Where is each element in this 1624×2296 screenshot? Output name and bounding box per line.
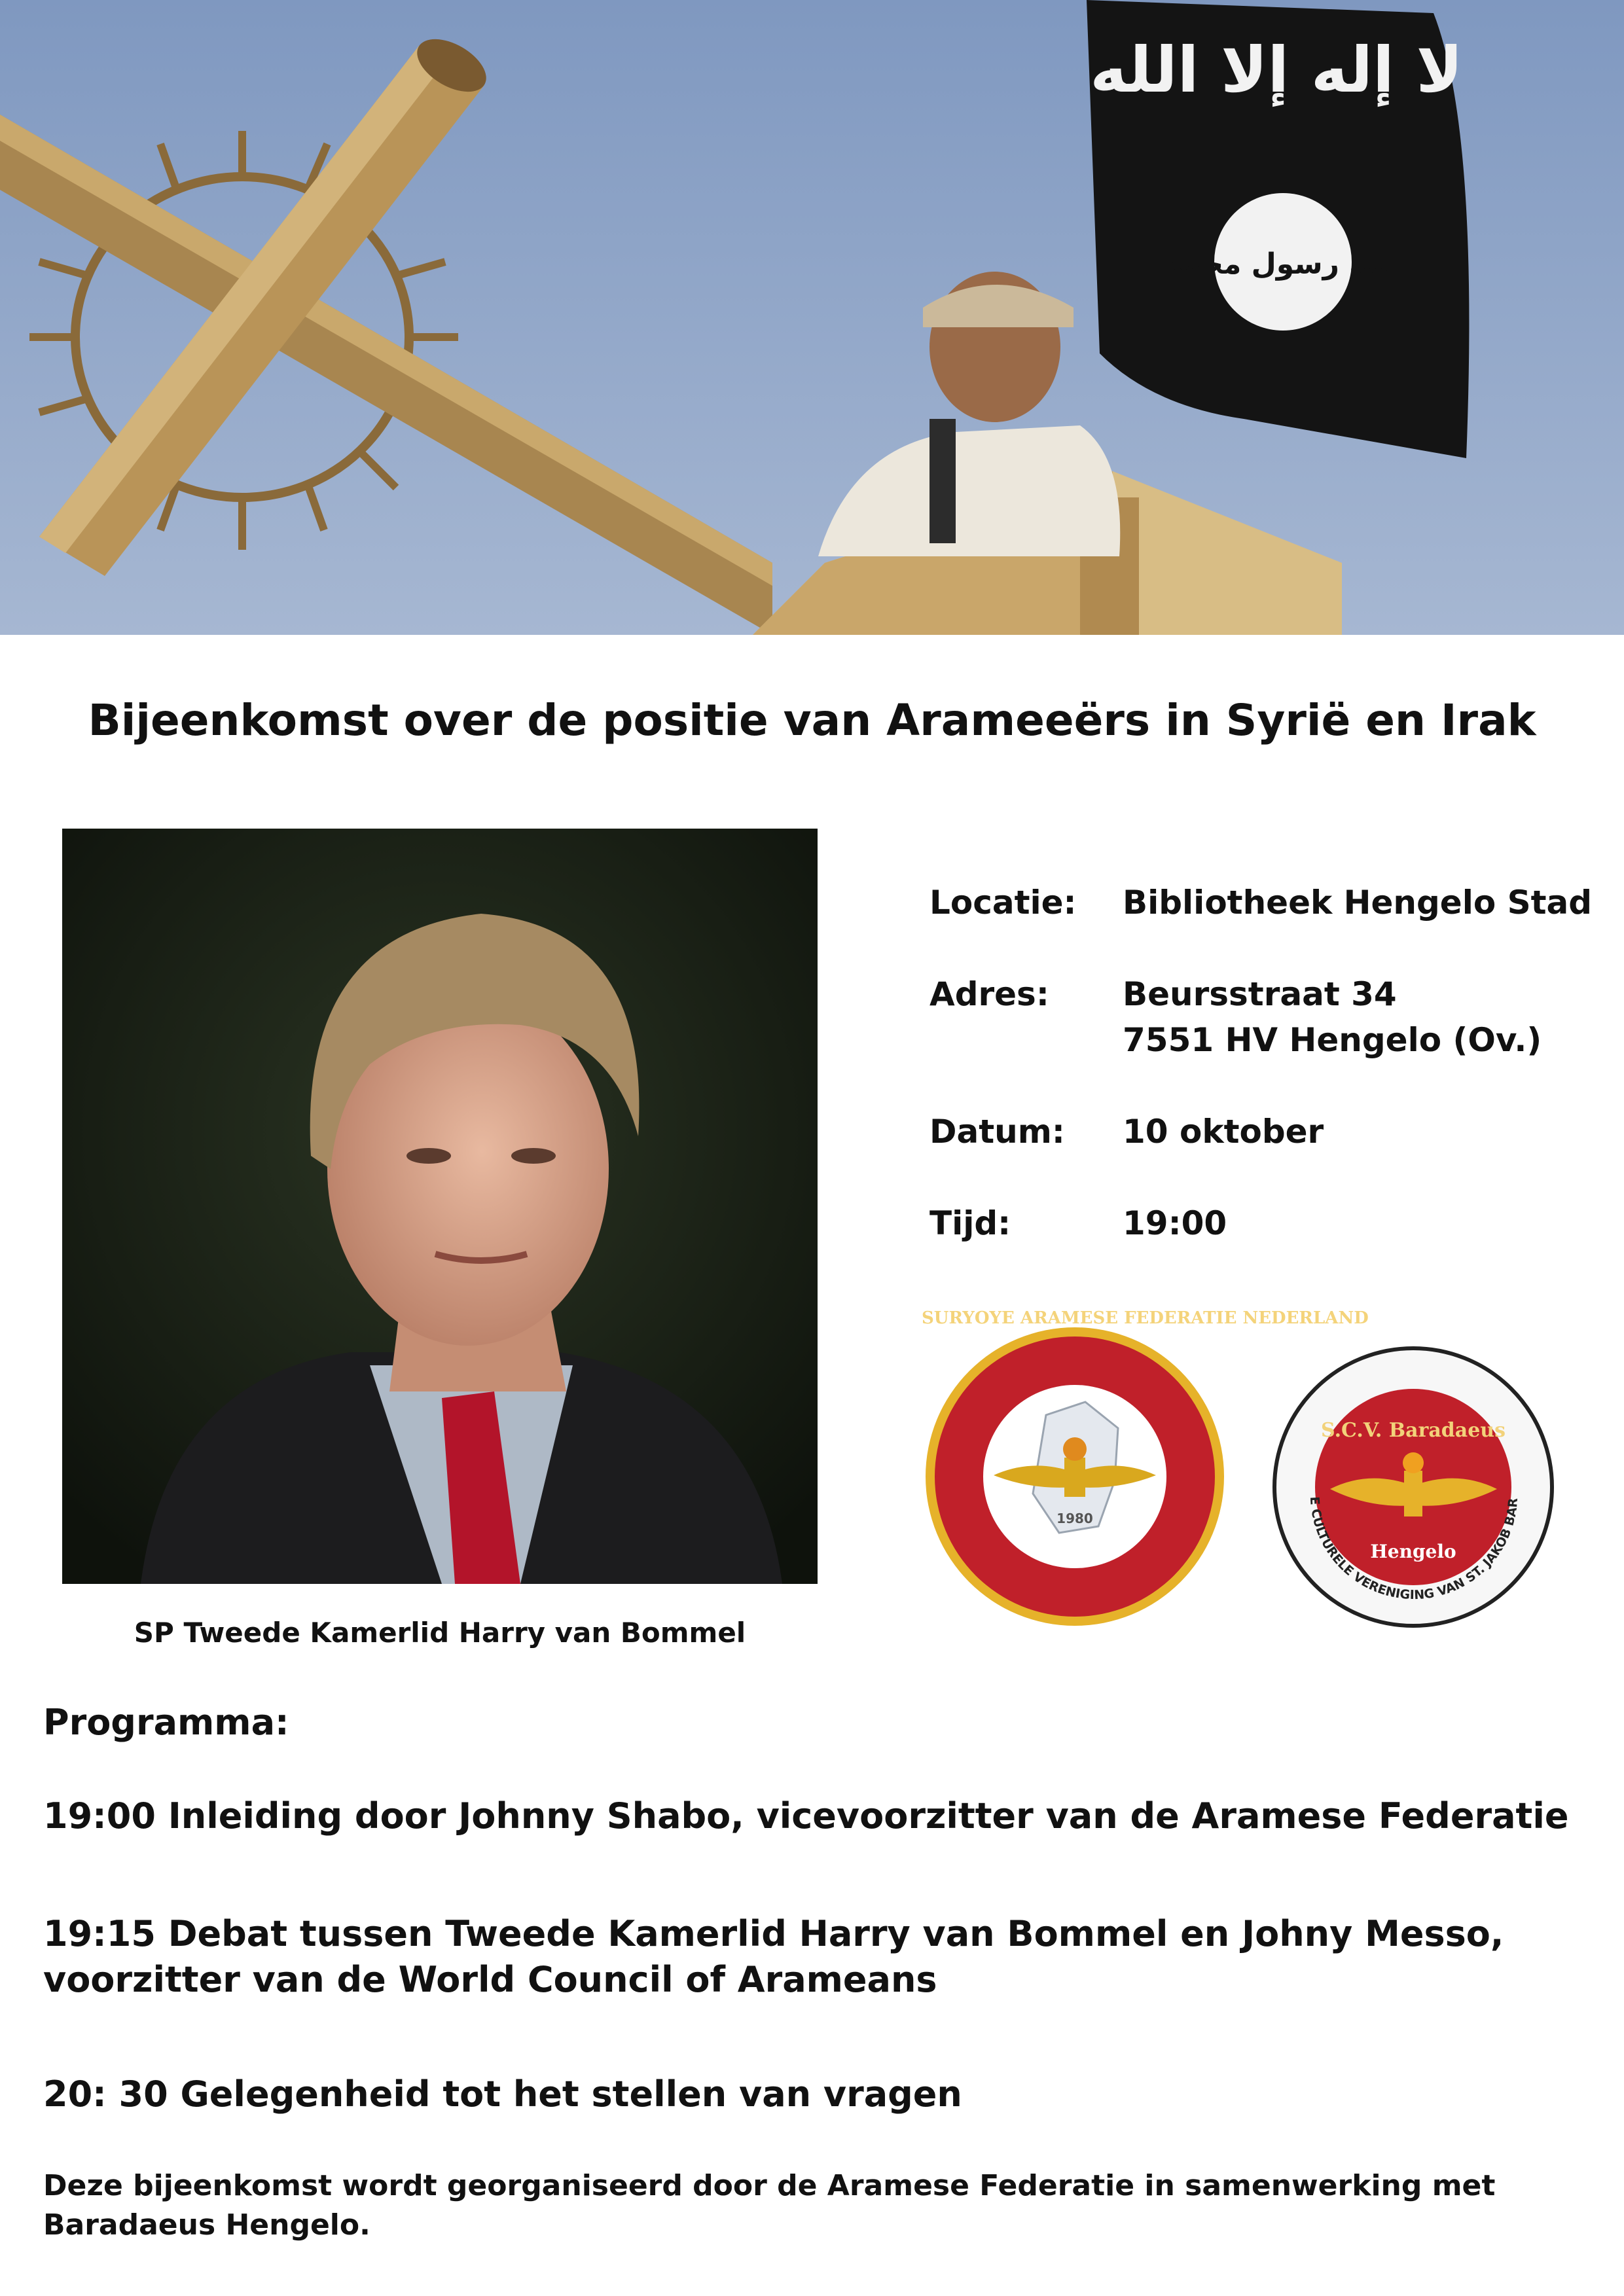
federation-year: 1980: [1056, 1511, 1093, 1526]
baradaeus-logo: [1271, 1345, 1556, 1630]
date-value: 10 oktober: [1123, 1113, 1324, 1151]
program-heading: Programma:: [43, 1702, 289, 1743]
date-label: Datum:: [929, 1113, 1065, 1151]
header-photo: [0, 0, 1624, 635]
program-item-1: 19:00 Inleiding door Johnny Shabo, vicevoorzitter van de Aramese Federatie: [43, 1795, 1569, 1837]
federation-ring-text: SURYOYE ARAMESE FEDERATIE NEDERLAND: [922, 1308, 1369, 1328]
seal-text: الله رسول محمد: [1166, 247, 1399, 281]
flag-text: لا إله إلا الله: [1090, 33, 1463, 107]
baradaeus-city: Hengelo: [1370, 1541, 1456, 1562]
time-value: 19:00: [1123, 1204, 1227, 1242]
address-label: Adres:: [929, 975, 1049, 1013]
baradaeus-ring-text: E CULTURELE VERENIGING VAN ST. JAKOB BAR: [1307, 1496, 1521, 1603]
program-item-2-line2: voorzitter van de World Council of Arameans: [43, 1959, 937, 2000]
aramese-federatie-logo: [922, 1308, 1369, 1630]
footer-note: [43, 2166, 1588, 2245]
location-value: Bibliotheek Hengelo Stad: [1123, 884, 1593, 922]
portrait-photo: [62, 829, 818, 1584]
location-label: Locatie:: [929, 884, 1077, 922]
program-item-2-line1: 19:15 Debat tussen Tweede Kamerlid Harry van Bommel en Johny Messo,: [43, 1913, 1504, 1954]
address-line2: 7551 HV Hengelo (Ov.): [1123, 1021, 1542, 1059]
page-title: Bijeenkomst over de positie van Arameeërs in Syrië en Irak: [88, 695, 1536, 745]
footer-line2: Baradaeus Hengelo.: [43, 2208, 370, 2242]
baradaeus-name: S.C.V. Baradaeus: [1321, 1419, 1506, 1442]
footer-line1: Deze bijeenkomst wordt georganiseerd door de Aramese Federatie in samenwerking met: [43, 2169, 1496, 2202]
program-item-3: 20: 30 Gelegenheid tot het stellen van vragen: [43, 2073, 962, 2115]
address-line1: Beursstraat 34: [1123, 975, 1397, 1013]
time-label: Tijd:: [929, 1204, 1011, 1242]
portrait-caption: SP Tweede Kamerlid Harry van Bommel: [134, 1617, 746, 1649]
